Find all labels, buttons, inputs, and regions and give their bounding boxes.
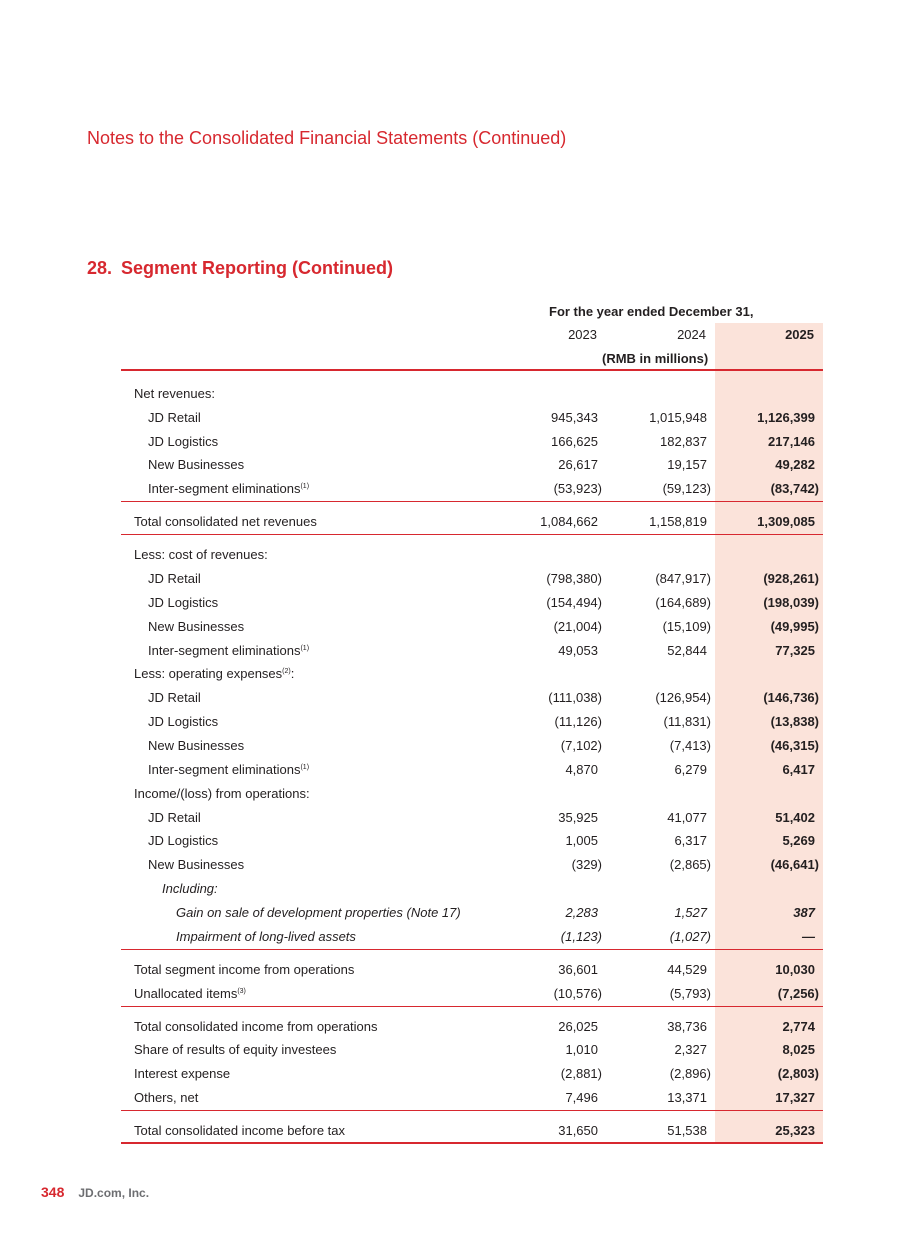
row-label-text: Gain on sale of development properties (Note 17) <box>176 905 461 920</box>
table-row <box>0 1042 910 1062</box>
cell-2023: 31,650 <box>558 1123 598 1138</box>
row-label-text: Impairment of long-lived assets <box>176 929 356 944</box>
cell-2024: 1,527 <box>674 905 707 920</box>
cell-2025: 387 <box>793 905 815 920</box>
cell-2024: 38,736 <box>667 1019 707 1034</box>
row-label-text: Total segment income from operations <box>134 962 355 977</box>
cell-2023: 1,084,662 <box>540 514 598 529</box>
row-label <box>134 1019 378 1034</box>
cell-2023: (10,576) <box>553 986 602 1001</box>
table-row <box>0 571 910 591</box>
row-label-text: Including: <box>162 881 218 896</box>
cell-2025: 5,269 <box>782 833 815 848</box>
row-label <box>176 905 461 920</box>
row-label <box>134 1042 336 1057</box>
table-row <box>0 857 910 877</box>
row-label-text: New Businesses <box>148 738 245 753</box>
row-label <box>134 786 310 801</box>
cell-2023: 4,870 <box>565 762 598 777</box>
table-row <box>0 1066 910 1086</box>
cell-2024: (5,793) <box>669 986 711 1001</box>
cell-2025: 8,025 <box>782 1042 815 1057</box>
row-label <box>148 762 309 777</box>
row-label <box>148 410 201 425</box>
section-title-text: Segment Reporting (Continued) <box>121 258 393 278</box>
footnote-marker: (1) <box>300 483 310 490</box>
row-label-text: Less: cost of revenues: <box>134 547 268 562</box>
cell-2024: 13,371 <box>667 1090 707 1105</box>
row-label-text: JD Logistics <box>148 595 219 610</box>
table-row <box>0 1090 910 1110</box>
cell-2023: (111,038) <box>548 690 602 705</box>
header-rule <box>121 369 823 371</box>
table-row <box>0 905 910 925</box>
footnote-marker: (1) <box>300 645 310 652</box>
footnote-marker: (2) <box>282 668 291 675</box>
cell-2025: (46,315) <box>770 738 819 753</box>
row-label-text: JD Retail <box>148 410 201 425</box>
cell-2023: (798,380) <box>546 571 602 586</box>
cell-2023: (53,923) <box>553 481 602 496</box>
table-row <box>0 714 910 734</box>
cell-2024: (59,123) <box>662 481 711 496</box>
row-label-text: Unallocated items <box>134 986 238 1001</box>
cell-2024: 44,529 <box>667 962 707 977</box>
cell-2024: 6,279 <box>674 762 707 777</box>
row-label-text: Interest expense <box>134 1066 231 1081</box>
cell-2025: (198,039) <box>763 595 819 610</box>
table-row <box>0 595 910 615</box>
row-label <box>148 481 309 496</box>
row-label-text: JD Retail <box>148 690 201 705</box>
row-label <box>134 962 354 977</box>
table-row <box>0 643 910 663</box>
row-label-text: New Businesses <box>148 457 245 472</box>
row-label <box>148 714 218 729</box>
row-label <box>134 1090 198 1105</box>
table-row <box>0 962 910 982</box>
table-row <box>0 738 910 758</box>
footnote-marker: (1) <box>300 764 310 771</box>
year-header-2024: 2024 <box>677 327 706 342</box>
table-row <box>0 666 910 686</box>
row-label <box>148 434 218 449</box>
cell-2025: 217,146 <box>768 434 815 449</box>
row-label-suffix: : <box>290 666 295 681</box>
cell-2023: (1,123) <box>560 929 602 944</box>
cell-2023: 2,283 <box>565 905 598 920</box>
company-name: JD.com, Inc. <box>78 1186 150 1200</box>
cell-2023: 1,005 <box>565 833 598 848</box>
row-label-text: New Businesses <box>148 857 245 872</box>
cell-2024: (7,413) <box>669 738 711 753</box>
table-rule <box>121 534 823 535</box>
cell-2025: 77,325 <box>775 643 815 658</box>
row-label-text: Less: operating expenses <box>134 666 283 681</box>
row-label-text: JD Retail <box>148 810 201 825</box>
cell-2024: 6,317 <box>674 833 707 848</box>
table-row <box>0 547 910 567</box>
cell-2025: 1,126,399 <box>757 410 815 425</box>
row-label <box>134 666 294 681</box>
cell-2025: (2,803) <box>777 1066 819 1081</box>
cell-2025: 49,282 <box>775 457 815 472</box>
section-number: 28. <box>87 258 113 278</box>
row-label-text: New Businesses <box>148 619 245 634</box>
row-label-text: Net revenues: <box>134 386 215 401</box>
row-label-text: Inter-segment eliminations <box>148 643 301 658</box>
year-header-2023: 2023 <box>568 327 597 342</box>
cell-2023: 945,343 <box>551 410 598 425</box>
cell-2023: (21,004) <box>553 619 602 634</box>
table-row <box>0 810 910 830</box>
cell-2024: (1,027) <box>669 929 711 944</box>
row-label-text: Total consolidated income from operations <box>134 1019 378 1034</box>
cell-2023: (11,126) <box>554 714 602 729</box>
row-label <box>148 738 244 753</box>
row-label <box>176 929 356 944</box>
table-row <box>0 386 910 406</box>
row-label <box>148 571 201 586</box>
cell-2023: 36,601 <box>558 962 598 977</box>
running-header: Notes to the Consolidated Financial Statements (Continued) <box>87 128 567 148</box>
cell-2025: 1,309,085 <box>757 514 815 529</box>
table-row <box>0 619 910 639</box>
table-row <box>0 929 910 949</box>
row-label-text: JD Logistics <box>148 434 219 449</box>
cell-2024: 1,015,948 <box>649 410 707 425</box>
cell-2023: (329) <box>571 857 602 872</box>
cell-2023: 35,925 <box>558 810 598 825</box>
cell-2025: 25,323 <box>775 1123 815 1138</box>
page-number: 348 <box>41 1184 65 1200</box>
cell-2023: (2,881) <box>560 1066 602 1081</box>
row-label-text: Share of results of equity investees <box>134 1042 337 1057</box>
table-rule <box>121 949 823 950</box>
row-label <box>134 1123 345 1138</box>
cell-2024: 51,538 <box>667 1123 707 1138</box>
cell-2025: (46,641) <box>770 857 819 872</box>
cell-2025: 6,417 <box>782 762 815 777</box>
cell-2023: 26,617 <box>558 457 598 472</box>
row-label <box>148 595 218 610</box>
row-label <box>134 386 215 401</box>
cell-2023: 49,053 <box>558 643 598 658</box>
row-label <box>134 986 246 1001</box>
cell-2025: (83,742) <box>770 481 819 496</box>
cell-2024: 182,837 <box>660 434 707 449</box>
table-row <box>0 457 910 477</box>
row-label <box>148 619 244 634</box>
row-label <box>134 547 268 562</box>
cell-2023: 166,625 <box>551 434 598 449</box>
table-rule <box>121 1006 823 1007</box>
units-header: (RMB in millions) <box>602 351 709 366</box>
row-label <box>134 514 317 529</box>
cell-2024: (11,831) <box>663 714 711 729</box>
row-label-text: JD Retail <box>148 571 201 586</box>
cell-2023: 26,025 <box>558 1019 598 1034</box>
table-row <box>0 1123 910 1143</box>
cell-2024: (126,954) <box>655 690 711 705</box>
cell-2025: 10,030 <box>775 962 815 977</box>
cell-2024: 2,327 <box>674 1042 707 1057</box>
cell-2025: (13,838) <box>770 714 819 729</box>
row-label-text: JD Logistics <box>148 714 219 729</box>
row-label <box>148 643 309 658</box>
table-row <box>0 881 910 901</box>
table-rule <box>121 1142 823 1144</box>
cell-2023: 7,496 <box>565 1090 598 1105</box>
cell-2024: 1,158,819 <box>649 514 707 529</box>
cell-2023: (154,494) <box>546 595 602 610</box>
cell-2023: 1,010 <box>565 1042 598 1057</box>
cell-2024: (847,917) <box>655 571 711 586</box>
cell-2025: 17,327 <box>775 1090 815 1105</box>
period-header: For the year ended December 31, <box>549 304 754 319</box>
row-label-text: JD Logistics <box>148 833 219 848</box>
table-row <box>0 514 910 534</box>
cell-2024: 52,844 <box>667 643 707 658</box>
row-label <box>162 881 218 896</box>
row-label-text: Inter-segment eliminations <box>148 481 301 496</box>
cell-2024: 41,077 <box>667 810 707 825</box>
page-footer <box>41 1184 149 1200</box>
table-row <box>0 481 910 501</box>
footnote-marker: (3) <box>237 988 246 995</box>
cell-2023: (7,102) <box>560 738 602 753</box>
cell-2024: (2,865) <box>669 857 711 872</box>
row-label <box>148 457 244 472</box>
table-row <box>0 690 910 710</box>
cell-2025: 2,774 <box>782 1019 815 1034</box>
table-row <box>0 410 910 430</box>
table-row <box>0 1019 910 1039</box>
row-label-text: Others, net <box>134 1090 199 1105</box>
row-label <box>148 857 244 872</box>
table-row <box>0 833 910 853</box>
row-label <box>148 833 218 848</box>
year-header-2025: 2025 <box>785 327 814 342</box>
table-rule <box>121 1110 823 1111</box>
cell-2024: (15,109) <box>662 619 711 634</box>
cell-2025: (49,995) <box>770 619 819 634</box>
table-row <box>0 434 910 454</box>
row-label <box>134 1066 230 1081</box>
cell-2024: (164,689) <box>655 595 711 610</box>
row-label <box>148 810 201 825</box>
row-label-text: Total consolidated net revenues <box>134 514 317 529</box>
table-rule <box>121 501 823 502</box>
table-row <box>0 986 910 1006</box>
row-label-text: Income/(loss) from operations: <box>134 786 310 801</box>
row-label-text: Inter-segment eliminations <box>148 762 301 777</box>
cell-2024: 19,157 <box>667 457 707 472</box>
cell-2024: (2,896) <box>669 1066 711 1081</box>
table-row <box>0 786 910 806</box>
cell-2025: (7,256) <box>777 986 819 1001</box>
cell-2025: (928,261) <box>763 571 819 586</box>
cell-2025: 51,402 <box>775 810 815 825</box>
table-row <box>0 762 910 782</box>
section-title <box>87 258 393 279</box>
row-label <box>148 690 201 705</box>
row-label-text: Total consolidated income before tax <box>134 1123 346 1138</box>
cell-2025: (146,736) <box>763 690 819 705</box>
cell-2025: — <box>802 929 815 944</box>
